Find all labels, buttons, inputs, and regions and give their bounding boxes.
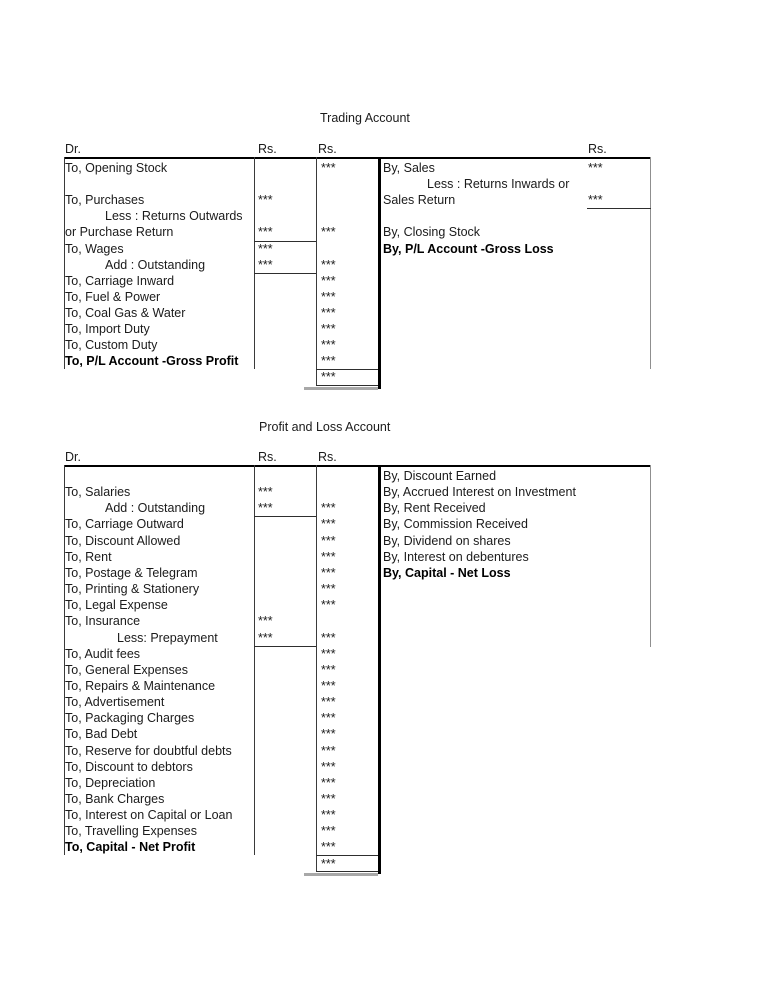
amount-maincolumn: ***: [321, 792, 336, 806]
amount-maincolumn: ***: [321, 501, 336, 516]
pnl-credit-row: [0, 484, 768, 500]
pnl-credit-row: [0, 533, 768, 549]
pnl-total-amount: ***: [321, 857, 336, 871]
row-label: To, Discount Allowed: [65, 533, 181, 548]
row-label: By, Rent Received: [383, 501, 486, 516]
pnl-top-rule: [64, 465, 651, 467]
row-label: To, General Expenses: [65, 662, 188, 677]
row-label: By, P/L Account -Gross Loss: [383, 241, 554, 256]
amount-subcolumn: ***: [258, 225, 273, 240]
row-label: To, Legal Expense: [65, 598, 168, 613]
pnl-credit-row: [0, 549, 768, 565]
row-label: Less : Returns Inwards or: [427, 177, 570, 192]
row-label: To, Carriage Inward: [65, 273, 175, 288]
row-label: To, Rent: [65, 549, 112, 564]
row-label: To, Travelling Expenses: [65, 824, 198, 839]
amount-maincolumn: ***: [321, 662, 336, 677]
amount-maincolumn: ***: [321, 630, 336, 645]
amount-maincolumn: ***: [321, 775, 336, 790]
amount-credit: ***: [588, 193, 603, 208]
trading-total-shadow-line: [304, 387, 378, 390]
row-label: To, Discount to debtors: [65, 759, 193, 774]
amount-maincolumn: ***: [321, 161, 336, 175]
amount-maincolumn: ***: [321, 678, 336, 693]
amount-maincolumn: ***: [321, 824, 336, 839]
amount-maincolumn: ***: [321, 549, 336, 564]
row-label: To, Repairs & Maintenance: [65, 678, 216, 693]
row-label: To, P/L Account -Gross Profit: [65, 354, 239, 369]
row-label: Less: Prepayment: [117, 630, 218, 645]
row-label: To, Salaries: [65, 485, 131, 500]
pnl-credit-row: [0, 500, 768, 516]
row-label: To, Printing & Stationery: [65, 582, 200, 597]
amount-maincolumn: ***: [321, 225, 336, 240]
row-label: By, Accrued Interest on Investment: [383, 485, 576, 500]
trading-account-title: Trading Account: [320, 111, 410, 125]
amount-subcolumn: ***: [258, 193, 273, 208]
row-label: To, Bank Charges: [65, 792, 165, 806]
amount-subcolumn: ***: [258, 630, 273, 645]
row-label: By, Dividend on shares: [383, 533, 511, 548]
row-label: To, Insurance: [65, 614, 141, 629]
amount-maincolumn: ***: [321, 289, 336, 304]
trading-dr-header: Dr.: [65, 142, 81, 156]
amount-maincolumn: ***: [321, 727, 336, 742]
amount-maincolumn: ***: [321, 695, 336, 710]
trading-credit-row: [0, 176, 768, 192]
pnl-dr-header: Dr.: [65, 450, 81, 464]
amount-maincolumn: ***: [321, 257, 336, 272]
row-label: Less : Returns Outwards: [105, 209, 243, 224]
row-label: By, Commission Received: [383, 517, 528, 532]
amount-maincolumn: ***: [321, 743, 336, 758]
row-label: By, Interest on debentures: [383, 549, 529, 564]
row-label: By, Capital - Net Loss: [383, 565, 511, 580]
trading-credit-row: [0, 160, 768, 176]
amount-maincolumn: ***: [321, 759, 336, 774]
pnl-rs-header-main: Rs.: [318, 450, 337, 464]
row-label: By, Closing Stock: [383, 225, 481, 240]
amount-maincolumn: ***: [321, 711, 336, 726]
trading-credit-row: [0, 224, 768, 240]
amount-maincolumn: ***: [321, 646, 336, 661]
amount-subcolumn: ***: [258, 257, 273, 272]
row-label: By, Sales: [383, 161, 435, 175]
row-label: To, Packaging Charges: [65, 711, 195, 726]
amount-subcolumn: ***: [258, 501, 273, 516]
amount-maincolumn: ***: [321, 808, 336, 823]
row-label: Add : Outstanding: [105, 501, 206, 516]
row-label: Sales Return: [383, 193, 456, 208]
row-label: By, Discount Earned: [383, 469, 497, 483]
row-label: To, Import Duty: [65, 322, 150, 336]
trading-top-rule: [64, 157, 651, 159]
amount-maincolumn: ***: [321, 305, 336, 320]
row-label: or Purchase Return: [65, 225, 174, 240]
row-label: To, Capital - Net Profit: [65, 840, 196, 855]
amount-maincolumn: ***: [321, 565, 336, 580]
amount-maincolumn: ***: [321, 322, 336, 336]
trading-credit-row: [0, 208, 768, 224]
trading-credit-rows: [0, 160, 768, 386]
amount-maincolumn: ***: [321, 338, 336, 353]
pnl-credit-rows: [0, 468, 768, 872]
trading-rs-header-main: Rs.: [318, 142, 337, 156]
trading-credit-row: [0, 192, 768, 208]
pnl-total-shadow-line: [304, 873, 378, 876]
trading-total-bottom-line: [316, 385, 378, 386]
row-label: To, Coal Gas & Water: [65, 305, 186, 320]
row-label: To, Advertisement: [65, 695, 165, 710]
amount-subcolumn: ***: [258, 485, 273, 500]
pnl-total-bottom-line: [316, 871, 378, 872]
amount-maincolumn: ***: [321, 533, 336, 548]
row-label: To, Carriage Outward: [65, 517, 184, 532]
trading-total-amount: ***: [321, 370, 336, 384]
row-label: To, Postage & Telegram: [65, 565, 198, 580]
row-label: To, Fuel & Power: [65, 289, 161, 304]
amount-credit: ***: [588, 161, 603, 175]
amount-maincolumn: ***: [321, 582, 336, 597]
amount-maincolumn: ***: [321, 517, 336, 532]
amount-maincolumn: ***: [321, 354, 336, 369]
row-label: To, Custom Duty: [65, 338, 158, 353]
pnl-credit-row: [0, 516, 768, 532]
pnl-account-title: Profit and Loss Account: [259, 420, 391, 434]
row-label: To, Wages: [65, 241, 124, 256]
amount-maincolumn: ***: [321, 273, 336, 288]
row-label: To, Purchases: [65, 193, 145, 208]
trading-rs-header-sub: Rs.: [258, 142, 277, 156]
row-label: To, Audit fees: [65, 646, 141, 661]
amount-subcolumn: ***: [258, 614, 273, 629]
amount-subcolumn: ***: [258, 241, 273, 256]
row-label: To, Depreciation: [65, 775, 156, 790]
amount-maincolumn: ***: [321, 840, 336, 855]
trading-rs-header-credit: Rs.: [588, 142, 607, 156]
row-label: To, Opening Stock: [65, 161, 168, 175]
row-label: To, Bad Debt: [65, 727, 138, 742]
amount-maincolumn: ***: [321, 598, 336, 613]
trading-credit-row: [0, 241, 768, 257]
pnl-credit-row: [0, 565, 768, 581]
row-label: To, Reserve for doubtful debts: [65, 743, 232, 758]
row-label: To, Interest on Capital or Loan: [65, 808, 233, 823]
row-label: Add : Outstanding: [105, 257, 206, 272]
pnl-rs-header-sub: Rs.: [258, 450, 277, 464]
pnl-credit-row: [0, 468, 768, 484]
